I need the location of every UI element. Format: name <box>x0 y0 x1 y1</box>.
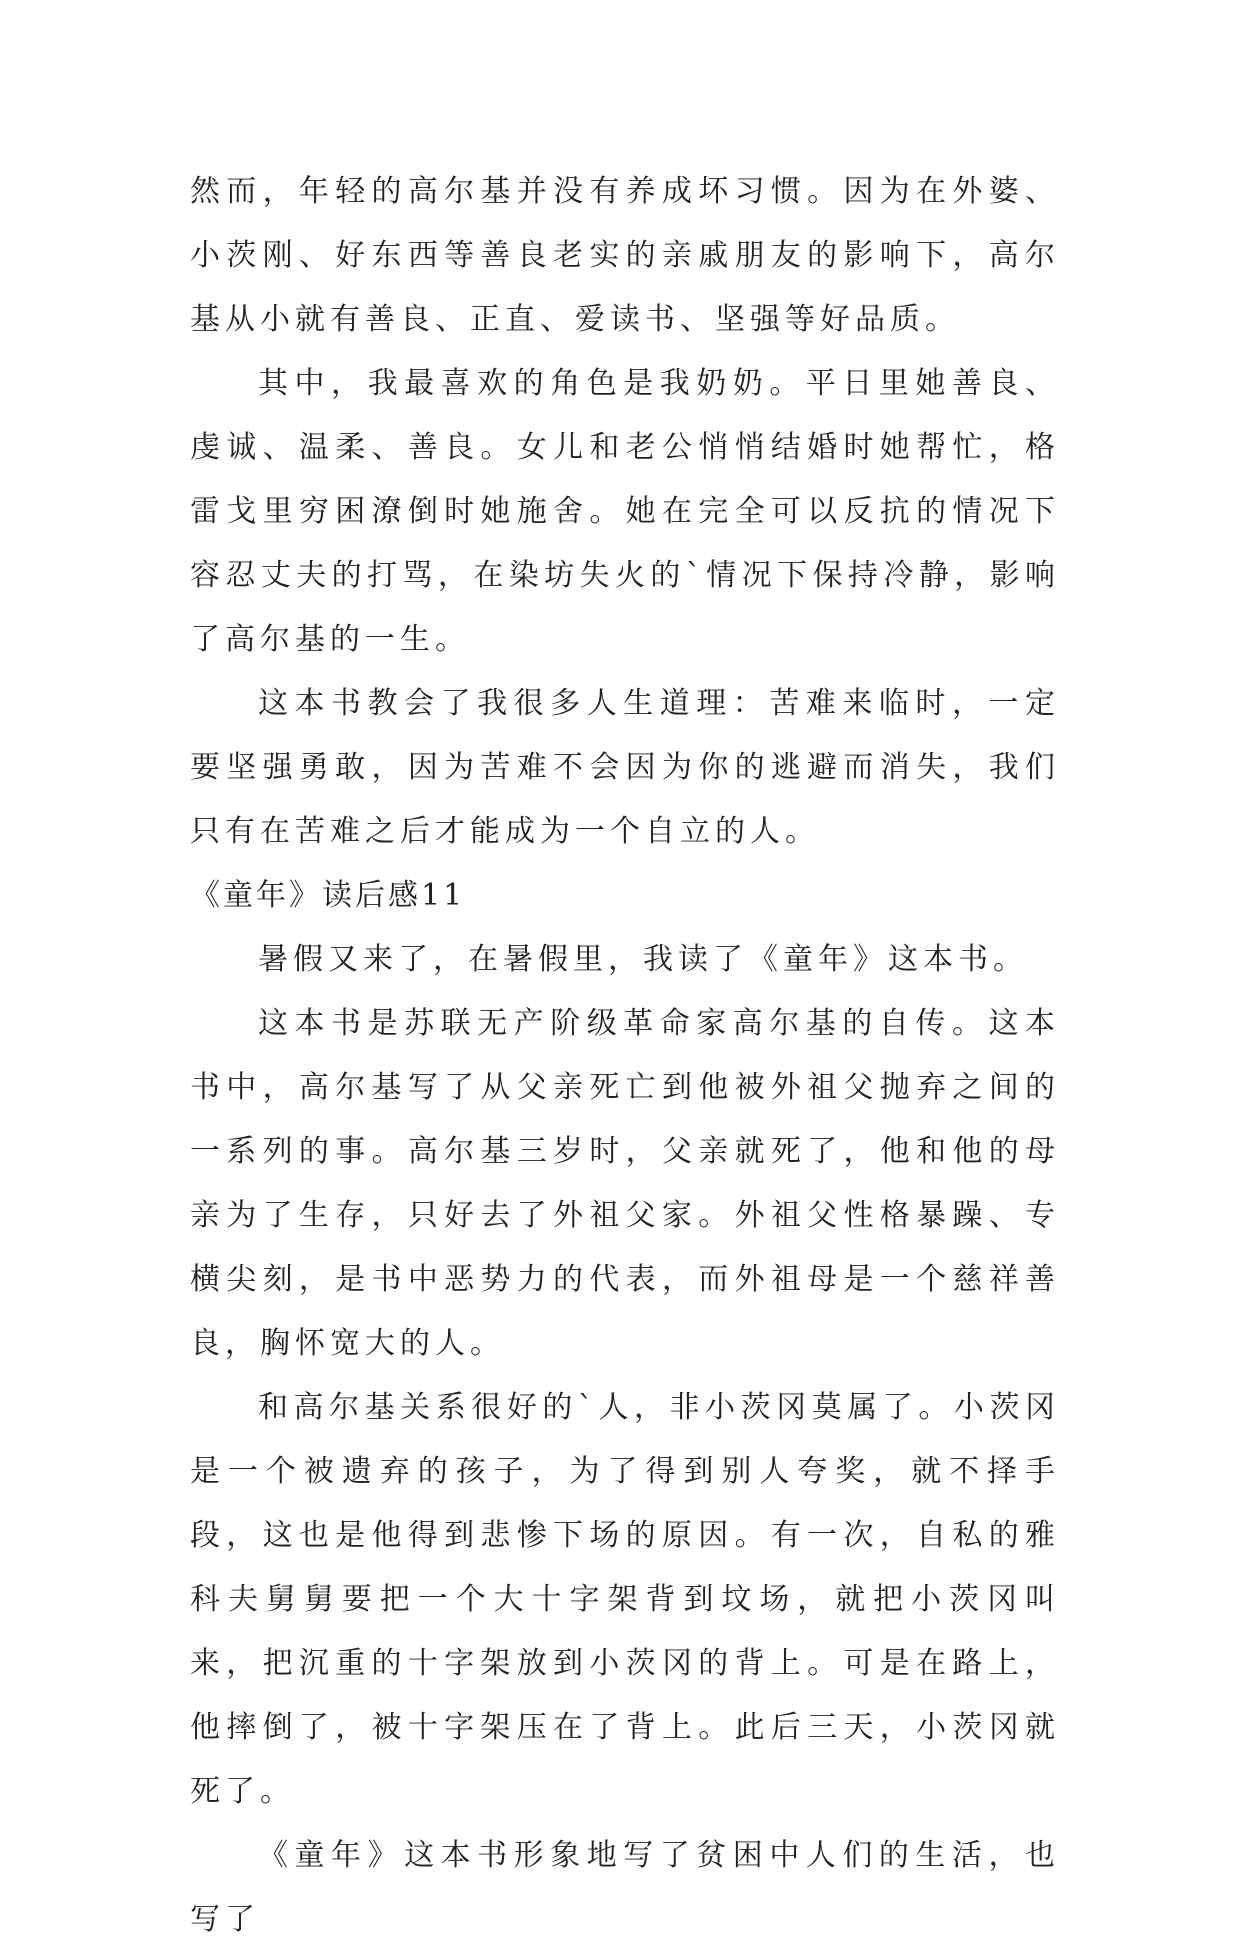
section-heading: 《童年》读后感11 <box>190 878 466 913</box>
paragraph-5: 这本书是苏联无产阶级革命家高尔基的自传。这本书中，高尔基写了从父亲死亡到他被外祖父抛弃之间的一系列的事。高尔基三岁时，父亲就死了，他和他的母亲为了生存，只好去了外祖父家。外祖父性格暴躁、专横尖刻，是书中恶势力的代表，而外祖母是一个慈祥善良，胸怀宽大的人。 <box>190 1006 1060 1361</box>
paragraph-4: 暑假又来了，在暑假里，我读了《童年》这本书。 <box>258 942 1028 977</box>
paragraph-6: 和高尔基关系很好的`人，非小茨冈莫属了。小茨冈是一个被遗弃的孩子，为了得到别人夸奖，就不择手段，这也是他得到悲惨下场的原因。有一次，自私的雅科夫舅舅要把一个大十字架背到坟场，就把小茨冈叫来，把沉重的十字架放到小茨冈的背上。可是在路上，他摔倒了，被十字架压在了背上。此后三天，小茨冈就死了。 <box>190 1390 1060 1809</box>
paragraph-1: 然而，年轻的高尔基并没有养成坏习惯。因为在外婆、小茨刚、好东西等善良老实的亲戚朋友的影响下，高尔基从小就有善良、正直、爱读书、坚强等好品质。 <box>190 174 1060 337</box>
paragraph-3: 这本书教会了我很多人生道理：苦难来临时，一定要坚强勇敢，因为苦难不会因为你的逃避而消失，我们只有在苦难之后才能成为一个自立的人。 <box>190 686 1060 849</box>
paragraph-2: 其中，我最喜欢的角色是我奶奶。平日里她善良、虔诚、温柔、善良。女儿和老公悄悄结婚时她帮忙，格雷戈里穷困潦倒时她施舍。她在完全可以反抗的情况下容忍丈夫的打骂，在染坊失火的`情况下保持冷静，影响了高尔基的一生。 <box>190 366 1060 657</box>
paragraph-7: 《童年》这本书形象地写了贫困中人们的生活，也写了 <box>190 1838 1060 1937</box>
document-body <box>190 160 1060 1952</box>
